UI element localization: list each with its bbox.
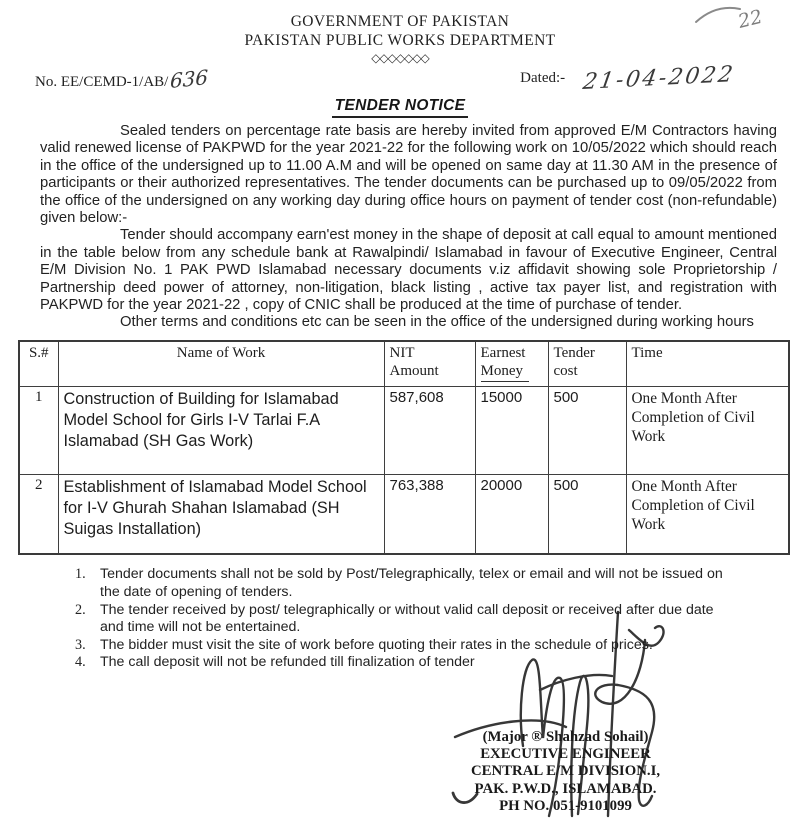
row2-earnest-money: 20000 — [475, 474, 548, 554]
header-tender-cost: Tender cost — [548, 341, 626, 387]
header-nit-amount: NIT Amount — [384, 341, 475, 387]
row1-nit-amount: 587,608 — [384, 386, 475, 474]
note-item: 2. The tender received by post/ telegraphically or without valid call deposit or received after due date and time will not be entertained. — [75, 601, 714, 636]
tender-works-table — [18, 340, 790, 556]
note-item: 3. The bidder must visit the site of work before quoting their rates in the schedule of prices. — [75, 636, 653, 653]
row2-name-of-work: Establishment of Islamabad Model School for I-V Ghurah Shahan Islamabad (SH Suigas Installation) — [58, 474, 384, 554]
document-header — [0, 0, 800, 65]
header-name-of-work: Name of Work — [58, 341, 384, 387]
government-line: GOVERNMENT OF PAKISTAN — [290, 13, 510, 30]
note-item: 4. The call deposit will not be refunded till finalization of tender — [75, 654, 475, 671]
row2-time: One Month After Completion of Civil Work — [626, 474, 789, 554]
dated-label: Dated:- — [520, 70, 566, 86]
row2-serial: 2 — [19, 474, 58, 554]
handwritten-date: 21-04-2022 — [581, 61, 737, 96]
row1-time: One Month After Completion of Civil Work — [626, 386, 789, 474]
paragraph-2: Tender should accompany earn'est money in the shape of deposit at call equal to amount mentioned in the table below from any schedule bank at Rawalpindi/ Islamabad in favour of Executive Engineer, Central E/M Division No. 1 PAK PWD Islamabad necessary documents v.iz affidavit showing sole Proprietorship / Partnership deed power of attorney, non-litigation, black listing , active tax payer list, and registration with PAKPWD for the year 2021-22 , copy of CNIC shall be produced at the time of purchase of tender. — [40, 227, 777, 314]
table-row — [19, 474, 789, 554]
row2-nit-amount: 763,388 — [384, 474, 475, 554]
dated-group — [520, 61, 737, 96]
reference-number — [35, 64, 209, 94]
signatory-division: CENTRAL E/M DIVISION.I, — [470, 763, 661, 780]
tender-notice-title: TENDER NOTICE — [332, 97, 469, 118]
row2-tender-cost: 500 — [548, 474, 626, 554]
reference-row — [35, 61, 737, 97]
signatory-org: PAK. P.W.D., ISLAMABAD. — [474, 780, 657, 797]
header-time: Time — [626, 341, 789, 387]
signatory-title: EXECUTIVE ENGINEER — [480, 746, 651, 763]
handwritten-ref-number: 636 — [170, 64, 209, 94]
header-serial: S.# — [19, 341, 58, 387]
signatory-phone: PH NO. 051-9101099 — [499, 797, 632, 814]
row1-name-of-work: Construction of Building for Islamabad Model School for Girls I-V Tarlai F.A Islamabad (SH Gas Work) — [58, 386, 384, 474]
note-item: 1. Tender documents shall not be sold by Post/Telegraphically, telex or email and will not be issued on the date of opening of tenders. — [75, 566, 723, 600]
department-line: PAKISTAN PUBLIC WORKS DEPARTMENT — [244, 32, 556, 49]
paragraph-1: Sealed tenders on percentage rate basis are hereby invited from approved E/M Contractors having valid renewed license of PAKPWD for the year 2021-22 for the following work on 10/05/2022 which should reach in the office of the undersigned up to 11.00 A.M and will be opened on same day at 11.30 AM in the presence of participants or their authorized representatives. The tender documents can be purchased up to 09/05/2022 from the office of the undersigned on any working day during office hours on payment of tender cost (non-refundable) given below:- — [40, 123, 777, 227]
conditions-list — [75, 566, 740, 672]
reference-label: No. EE/CEMD-1/AB/ — [35, 74, 169, 90]
row1-tender-cost: 500 — [548, 386, 626, 474]
notice-body — [40, 123, 777, 332]
signature-block — [448, 729, 683, 815]
row1-earnest-money: 15000 — [475, 386, 548, 474]
table-row — [19, 386, 789, 474]
corner-note-text: 22 — [735, 5, 765, 33]
header-earnest-money: Earnest Money — [475, 341, 548, 387]
paragraph-3: Other terms and conditions etc can be seen in the office of the undersigned during working hours — [120, 314, 754, 331]
diamond-ornament: ◇◇◇◇◇◇◇ — [371, 51, 429, 65]
table-header-row — [19, 341, 789, 387]
row1-serial: 1 — [19, 386, 58, 474]
signatory-name: (Major ® Shahzad Sohail) — [482, 729, 649, 745]
